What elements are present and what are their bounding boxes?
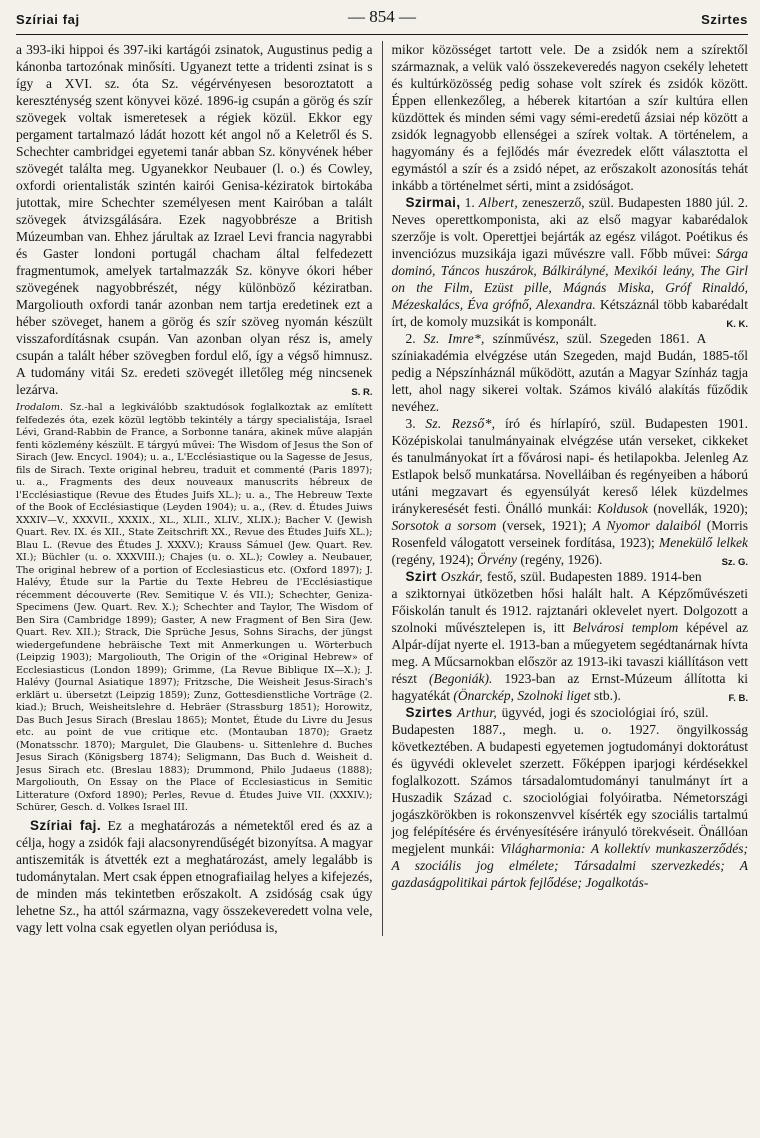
entry-text: (Morris Rosenfeld válogatott verseinek fordítása, 1923); xyxy=(391,518,748,550)
entry-headword: Szirt xyxy=(405,569,437,584)
entry-szirmai-imre xyxy=(392,330,749,415)
author-signature: K. K. xyxy=(726,319,748,330)
entry-number: 3. xyxy=(405,416,416,431)
entry-text: zeneszerző, szül. Budapesten 1880 júl. 2. Neves operettkomponista, aki az első magyar kabarédalok szerzője is volt. Operettjei bejárták az egész világot. Poétikus és invenciózus muzsikája igazi művészre vall. Főbb művei: xyxy=(391,195,748,261)
right-column xyxy=(382,41,749,936)
entry-headword: Szirtes xyxy=(405,705,453,720)
work-title: (Önarckép, Szolnoki liget xyxy=(453,688,591,703)
entry-szirmai-albert xyxy=(392,194,749,330)
two-column-body xyxy=(16,41,748,936)
entry-text: (versek, 1921); xyxy=(502,518,587,533)
paragraph-text: a 393-iki hippoi és 397-iki kartágói zsinatok, Augustinus pedig a kánonba tartozónak minősíti. Ugyanezt tette a tridenti zsinat is s így a XVI. sz. óta Sz. végérvényesen besoroztatott a kereszténység szent könyvei közé. 1896-ig csupán a görög és szír szövegek voltak ismeretesek a régiek közül. Ekkor egy pergament tartalmazó ládát hozott két angol nő a Keletről és S. Schechter cambridgei egyetemi tanár abban Sz. könyvének héber szövegét találta meg. Ugyanekkor Neubauer (l. o.) és Cowley, oxfordi orientalisták szintén kairói Genisa-kéziratok birtokába jutottak, mire Schechter személyesen ment Kairóban a talált szövegek átvizsgálására. Ezek nagyobbrésze a British Múzeumban van. Ehhez járultak az Izrael Levi francia nagyrabbi és Gaster londoni portugál chacham által felfedezett fragmentumok, amelyek tartalmazzák Sz. könyve ókori héber szövegének nagyobbrészét, négy különböző kéziratban. Margoliouth oxfordi tanár azonban nem tartja eredetinek ezt a héber szöveget, hanem a görög és szír szöveg nyomán készült visszafordításnak csupán. Van azonban olyan rész is, amely csupán a talált héber szövegben fordul elő, így a végső himnusz. A tudomány vitái Sz. eredeti szövegét illetőleg még nincsenek lezárva. xyxy=(16,42,373,397)
header-right-keyword: Szirtes xyxy=(701,12,748,27)
entry-text: festő, szül. Budapesten 1889. 1914-ben a sziktornyai ütközetben hősi halált halt. A Képzőművészeti Főiskolán tanult és 1912. rajztanári oklevelet nyert. Dolgozott a szolnoki művésztelepen is, itt xyxy=(391,569,748,635)
running-header xyxy=(16,0,748,35)
person-name: Sz. Imre*, xyxy=(423,331,485,346)
entry-text: stb.). xyxy=(593,688,621,703)
bibliography-block xyxy=(16,402,373,815)
left-column xyxy=(16,41,382,936)
entry-szirt-oszkar xyxy=(392,568,749,704)
entry-sziriai-faj xyxy=(16,817,373,936)
work-title: Sorsotok a sorsom xyxy=(391,518,497,533)
bibliography-label: Irodalom. xyxy=(16,402,64,413)
sirach-article-paragraph xyxy=(16,41,373,398)
work-title: Örvény xyxy=(477,552,517,567)
entry-text: Ez a meghatározás a németektől ered és az a célja, hogy a zsidók faji alacsonyrendűségét bizonyítsa. A magyar antiszemiták is átvették ezt a meghatározást, amely legalább is tudománytalan. Mert csak éppen etnografiailag helyes a kifejezés, de minden más tekintetben erőszakolt. A zsidóság csak úgy lehetne Sz., ha attól származna, vagy összekeveredett volna vele, vagy lett volna csak egyetlen olyan periódusa is, xyxy=(16,817,373,935)
work-title: (Begoniák). xyxy=(428,671,493,686)
work-title: Koldusok xyxy=(597,501,649,516)
author-signature: S. R. xyxy=(351,387,373,398)
entry-text: (regény, 1926). xyxy=(520,552,603,567)
person-name: Sz. Rezső*, xyxy=(425,416,496,431)
author-signature: F. B. xyxy=(728,693,748,704)
entry-text: 1923-ban az Ernst-Múzeum állította ki hagyatékát xyxy=(391,671,748,703)
person-name: Albert, xyxy=(478,195,519,210)
author-signature: Sz. G. xyxy=(721,557,748,568)
entry-number: 1. xyxy=(464,195,475,210)
work-title: A Nyomor dalaiból xyxy=(592,518,701,533)
work-title: Belvárosi templom xyxy=(572,620,679,635)
entry-headword: Szíriai faj. xyxy=(30,817,101,833)
entry-text: ügyvéd, jogi és szociológiai író, szül. Budapesten 1887., megh. u. o. 1927. öngyilkosság következtében. A budapesti egyetemen jogtudományi doktorátust és ügyvédi oklevelet szerzett. Főképpen iparjogi kérdésekkel foglalkozott. Számos társadalomtudományi tanulmányt írt a Huszadik Század c. szociológiai folyóiratba. Németországi jogászkörökben is rokonszenvvel kísérték egy szociális tartalmú jog felépítésére és érvényesítésére irányuló törekvéseit. Önállóan megjelent munkái: xyxy=(391,705,748,856)
person-name: Oszkár, xyxy=(440,569,483,584)
entry-text: (novellák, 1920); xyxy=(653,501,748,516)
paragraph-text: mikor közösséget tartott vele. De a zsidók nem a szírektől származnak, a velük való összekeveredés nagyon csekély lehetett és kultúrközösség pedig sohase volt szírek és zsidók között. Éppen ellenkezőleg, a héberek kitartóan a szír kultúra ellen küzdöttek és minden sémi vagy sémi-eredetű ázsiai nép között a zsidók legnagyobb ellenségei a szírek voltak. A történelem, a hagyomány és a fejlődés már évezredek előtt választotta el egymástól a szír és a zsidó népet, az erőszakolt azonosítás tehát inkább a történelmet sérti, mint a zsidóságot. xyxy=(391,42,748,193)
entry-text: színművész, szül. Szegeden 1861. A színiakadémia elvégzése után Szegeden, majd Budán, 1885-től pedig a Népszínháznál működött, azután a Magyar Színház tagja lett, ahol nagy sikerei voltak. Számos kiváló alakítás fűződik nevéhez. xyxy=(391,331,748,414)
entry-text: képével az Alpár-díjat nyerte el. 1913-ban a műegyetem segédtanárnak hívta meg. A Műcsarnokban először az 1913-iki tavaszi kiállításon vett részt xyxy=(391,620,748,686)
person-name: Arthur, xyxy=(457,705,498,720)
bibliography-text: Sz.-hal a legkiválóbb szaktudósok foglalkoztak az említett felfedezés óta, ezek közül legtöbb tekintély a tárgy specialistája, Israel Lévi, Grand-Rabbin de France, a Sorbonne tanára, akinek műve alapján fenti közlemény készült. E tárgyú művei: The Wisdom of Jesus the Son of Sirach (Jew. Encycl. 1904); u. a., L'Ecclésiastique ou la Sagesse de Jesus, fils de Sirach. Texte original hebreu, traduit et commenté (Paris 1897); u. a., Fragments des deux nouveaux manuscrits hébreux de l'Ecclésiastique (Revue des Études Juifs XL.); u. a., The Hebreuw Texte of the Book of Ecclésiastique (Leyden 1904); u. a., (Rev. d. Études Juiws XXXIV—V., XXXVII., XXXIX., XL., XLII., XLIV., XLIX.); Bacher V. (Jewish Quart. Rev. IX. és XII., State Zeitschrift XX., Revue des Études Juifs XL.); Blau L. (Revue des Études J. XXXV.); Krauss Sámuel (Jew. Quart. Rev. XI.); Büchler (u. o. XXXVIII.); Chajes (u. o. XL.); Cowley a. Neubauer, The original hebrew of a portion of Ecclesiasticus etc. (Oxford 1897); J. Halévy, Étude sur la Partie du Texte Hebreu de l'Ecclésiastique récemment découverte (Rev. Semitique V. és VII.); Schechter, Geniza-Specimens (Jew. Quart. Rev. X.); Schechter and Taylor, The Wisdom of Ben Sira (Cambridge 1899); Gaster, A new Fragment of Ben Sira (Jew. Quart. Rev. XII.); Strack, Die Sprüche Jesus, Sohns Sirachs, der jüngst wiedergefundene hebräische Text mit Anmerkungen u. Wörterbuch (Leipzig 1903); Margoliouth, The Origin of the «Original Hebrew» of Ecclesiasticus (London 1899); Grimme, (La Revue Biblique IX—X.); J. Halévy (Journal Asiatique 1897); Fritzsche, Die Weisheit Jesus-Sirach's erklärt u. übersetzt (Leipzig 1859); Zunz, Gottesdienstliche Vorträge (2. kiad.); Bruch, Weisheitslehre d. Hebräer (Strassburg 1851); Horowitz, Das Buch Jesus Sirach (Breslau 1865); Montet, Étude du Livre du Jesus etc. au point de vue critique etc. (Montauban 1870); Graetz (Monatsschr. 1870); Margulet, Die Glaubens- u. Sittenlehre d. Buches Jesus Sirach (Königsberg 1874); Seligmann, Das Buch d. Weisheit d. Jesus Sirach etc. (Breslau 1883); Drummond, Philo Judaeus (1888); Margoliouth, On Essay on the Place of Ecclesiasticus in Semitic Litterature (Oxford 1890); Perles, Revue d. Études Juive VII. (XXXIV.); Schürer, Gesch. d. Volkes Israel III. xyxy=(16,402,373,813)
works-list: Világharmonia: A kollektív munkaszerződés; A szociális jog elmélete; Társadalmi szervezkedés; A gazdaságpolitikai pártok fejlődése; Jogalkotás- xyxy=(391,841,748,890)
entry-number: 2. xyxy=(405,331,416,346)
entry-szirtes-arthur xyxy=(392,704,749,891)
works-list: Sárga dominó, Táncos huszárok, Bálkirályné, Mexikói leány, The Girl on the Film, Ezüst pille, Mágnás Miska, Gróf Rinaldó, Mézeskalács, Éva grófnő, Alexandra. xyxy=(391,246,748,312)
entry-text: Kétszáznál több kabarédalt írt, de komoly muzsikát is komponált. xyxy=(391,297,748,329)
continued-paragraph xyxy=(392,41,749,194)
entry-text: író és hírlapíró, szül. Budapesten 1901. Középiskolai tanulmányainak elvégzése után verseket, cikkeket és tanulmányokat írt a fővárosi napi- és hetilapokba. Jelenleg Az Estlapok belső munkatársa. Novelláiban és regényeiben a háború utáni megzavart és egyensúlyát kereső lélek küzdelmes iránykeresését festi. Önálló munkái: xyxy=(391,416,748,516)
entry-text: (regény, 1924); xyxy=(391,552,474,567)
page-number: — 854 — xyxy=(348,7,416,26)
header-left-keyword: Szíriai faj xyxy=(16,12,80,27)
work-title: Menekülő lelkek xyxy=(659,535,748,550)
entry-szirmai-rezso xyxy=(392,415,749,568)
entry-headword: Szirmai, xyxy=(405,195,461,210)
